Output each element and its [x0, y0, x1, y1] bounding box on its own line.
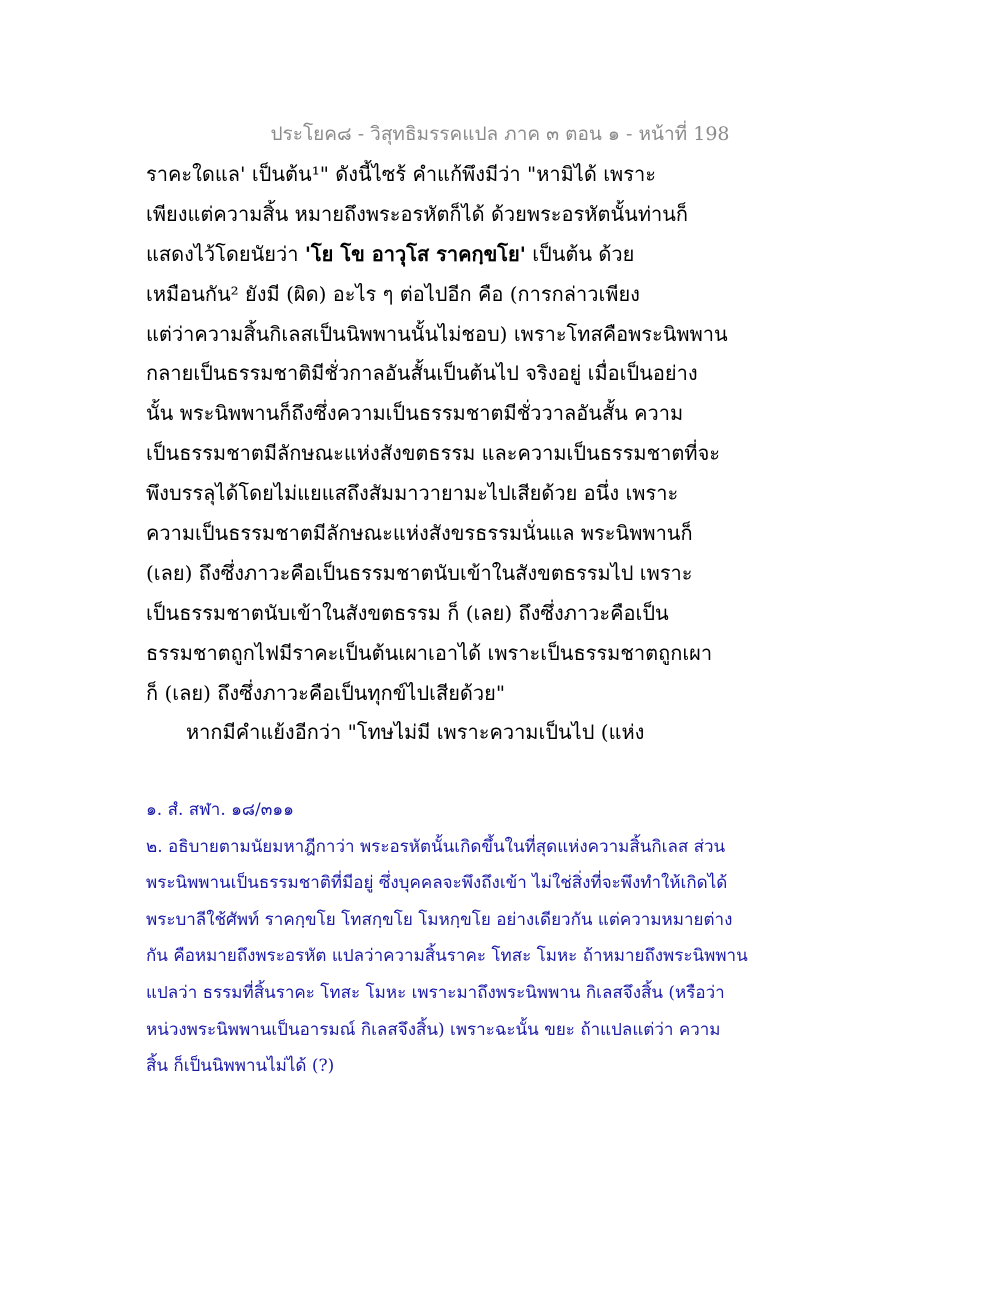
- text-run: แต่ว่าความสิ้นกิเลสเป็นนิพพานนั้นไม่ชอบ) เพราะโทสคือพระนิพพาน: [146, 321, 728, 346]
- text-run: พึงบรรลุได้โดยไม่แยแสถึงสัมมาวายามะไปเสียด้วย อนึ่ง เพราะ: [146, 481, 679, 506]
- footnote-line: ๑. สํ. สฬา. ๑๘/๓๑๑: [146, 800, 294, 820]
- text-run: ความเป็นธรรมชาตมีลักษณะแห่งสังขรธรรมนั่นแล พระนิพพานก็: [146, 521, 693, 546]
- body-text-line: [146, 634, 846, 674]
- text-run: กลายเป็นธรรมชาติมีชั่วกาลอันสั้นเป็นต้นไป จริงอยู่ เมื่อเป็นอย่าง: [146, 361, 698, 386]
- footnotes-block: [146, 792, 866, 1085]
- text-run: หากมีคำแย้งอีกว่า "โทษไม่มี เพราะความเป็นไป (แห่ง: [186, 720, 645, 745]
- text-run: นั้น พระนิพพานก็ถึงซึ่งความเป็นธรรมชาตมีชั่ววาลอันสั้น ความ: [146, 401, 684, 426]
- body-text-line: [146, 315, 846, 355]
- body-text-line: [146, 394, 846, 434]
- footnote-line: หน่วงพระนิพพานเป็นอารมณ์ กิเลสจึงสิ้น) เพราะฉะนั้น ขยะ ถ้าแปลแต่ว่า ความ: [146, 1019, 721, 1040]
- footnote-line: แปลว่า ธรรมที่สิ้นราคะ โทสะ โมหะ เพราะมาถึงพระนิพพาน กิเลสจึงสิ้น (หรือว่า: [146, 982, 725, 1003]
- text-run: (เลย) ถึงซึ่งภาวะคือเป็นธรรมชาตนับเข้าในสังขตธรรมไป เพราะ: [146, 560, 693, 585]
- main-text-block: [146, 155, 846, 753]
- body-text-line: [146, 554, 846, 594]
- body-text-line: [146, 594, 846, 634]
- body-text-line: [146, 474, 846, 514]
- footnote-line: พระบาลีใช้ศัพท์ ราคกฺขโย โทสกฺขโย โมหกฺขโย อย่างเดียวกัน แต่ความหมายต่าง: [146, 909, 733, 930]
- text-run: แสดงไว้โดยนัยว่า: [146, 241, 305, 266]
- body-text-line: [146, 155, 846, 195]
- paragraph-start-line: [146, 713, 846, 753]
- footnote-line: สิ้น ก็เป็นนิพพานไม่ได้ (?): [146, 1056, 335, 1077]
- text-run: ราคะใดแล' เป็นต้น¹" ดังนี้ไซร้ คำแก้พึงมีว่า "หามิได้ เพราะ: [146, 162, 656, 186]
- page-header: [0, 120, 1000, 148]
- body-text-line: [146, 514, 846, 554]
- pali-quote: 'โย โข อาวุโส ราคกฺขโย': [304, 241, 526, 266]
- body-text-line: [146, 674, 846, 714]
- body-text-line: [146, 354, 846, 394]
- footnote-line: พระนิพพานเป็นธรรมชาติที่มีอยู่ ซึ่งบุคคลจะพึงถึงเข้า ไม่ใช่สิ่งที่จะพึงทำให้เกิดได้: [146, 873, 728, 894]
- text-run: เพียงแต่ความสิ้น หมายถึงพระอรหัตก็ได้ ด้วยพระอรหัตนั้นท่านก็: [146, 201, 689, 226]
- text-run: ก็ (เลย) ถึงซึ่งภาวะคือเป็นทุกข์ไปเสียด้วย": [146, 680, 506, 705]
- body-text-line: [146, 434, 846, 474]
- page-header-text: ประโยค๘ - วิสุทธิมรรคแปล ภาค ๓ ตอน ๑ - หน้าที่ 198: [270, 123, 730, 145]
- body-text-line: [146, 275, 846, 315]
- text-run: ธรรมชาตถูกไฟมีราคะเป็นต้นเผาเอาได้ เพราะเป็นธรรมชาตถูกเผา: [146, 640, 713, 665]
- text-run: เป็นธรรมชาตนับเข้าในสังขตธรรม ก็ (เลย) ถึงซึ่งภาวะคือเป็น: [146, 600, 669, 625]
- text-run: เป็นต้น ด้วย: [525, 241, 635, 266]
- body-text-line: [146, 235, 846, 275]
- body-text-line: [146, 195, 846, 235]
- footnote-line: ๒. อธิบายตามนัยมหาฎีกาว่า พระอรหัตนั้นเกิดขึ้นในที่สุดแห่งความสิ้นกิเลส ส่วน: [146, 836, 726, 857]
- text-run: เป็นธรรมชาตมีลักษณะแห่งสังขตธรรม และความเป็นธรรมชาตที่จะ: [146, 441, 721, 466]
- text-run: เหมือนกัน² ยังมี (ผิด) อะไร ๆ ต่อไปอีก คือ (การกล่าวเพียง: [146, 281, 640, 306]
- footnote-line: กัน คือหมายถึงพระอรหัต แปลว่าความสิ้นราคะ โทสะ โมหะ ถ้าหมายถึงพระนิพพาน: [146, 946, 748, 967]
